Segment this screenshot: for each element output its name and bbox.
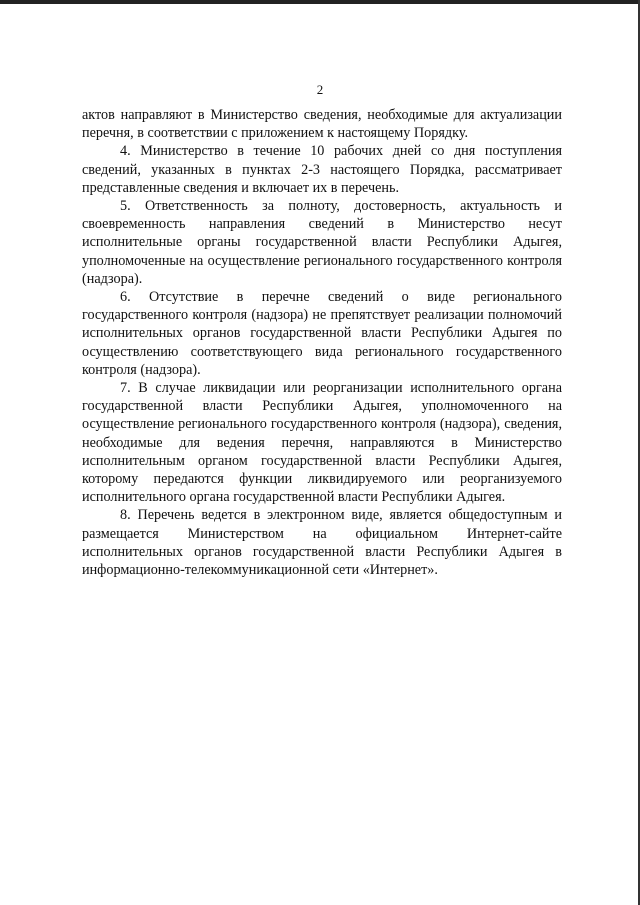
paragraph-item-7: 7. В случае ликвидации или реорганизации исполнительного органа государственной власти Республики Адыгея, уполномоченного на осуществление регионального государственного контроля (надзора), сведения, необходимые для ведения перечня, направляются в Министерство исполнительным органом государственной власти Республики Адыгея, которому передаются функции ликвидируемого или реорганизуемого исполнительного органа государственной власти Республики Адыгея. [82,380,562,506]
paragraph-item-8: 8. Перечень ведется в электронном виде, является общедоступным и размещается Министерством на официальном Интернет-сайте исполнительных органов государственной власти Республики Адыгея в информационно-телекоммуникационной сети «Интернет». [82,507,562,579]
paragraph-item-5: 5. Ответственность за полноту, достоверность, актуальность и своевременность направления сведений в Министерство несут исполнительные органы государственной власти Республики Адыгея, уполномоченные на осуществление регионального государственного контроля (надзора). [82,198,562,287]
page-number: 2 [316,82,324,97]
paragraph-item-4: 4. Министерство в течение 10 рабочих дней со дня поступления сведений, указанных в пунктах 2-3 настоящего Порядка, рассматривает представленные сведения и включает их в перечень. [82,143,562,196]
paragraph-continuation: актов направляют в Министерство сведения, необходимые для актуализации перечня, в соответствии с приложением к настоящему Порядку. [82,107,562,142]
document-body [82,106,562,579]
paragraph-item-6: 6. Отсутствие в перечне сведений о виде регионального государственного контроля (надзора) не препятствует реализации полномочий исполнительных органов государственной власти Республики Адыгея по осуществлению соответствующего вида регионального государственного контроля (надзора). [82,289,562,378]
scan-top-edge [0,0,640,4]
